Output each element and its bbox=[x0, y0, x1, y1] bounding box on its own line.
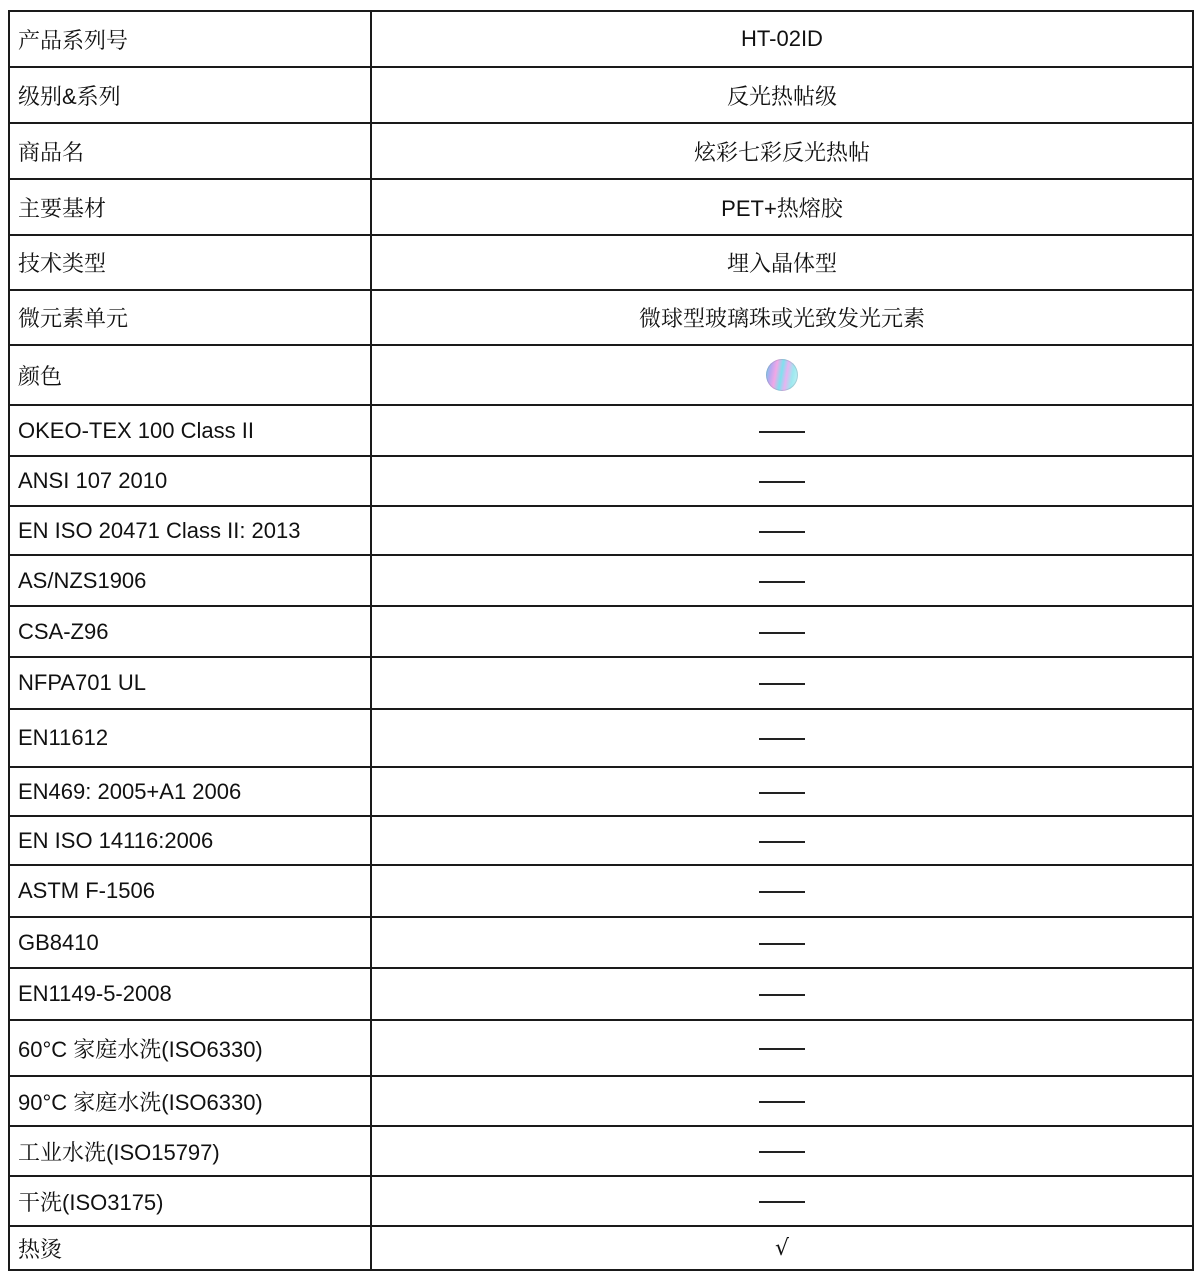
not-applicable-dash bbox=[759, 431, 805, 433]
not-applicable-dash bbox=[759, 632, 805, 634]
not-applicable-dash bbox=[759, 891, 805, 893]
row-value bbox=[371, 345, 1193, 405]
row-value bbox=[371, 606, 1193, 657]
table-row bbox=[9, 235, 1193, 290]
not-applicable-dash bbox=[759, 581, 805, 583]
row-label: EN469: 2005+A1 2006 bbox=[9, 767, 371, 816]
row-value: 炫彩七彩反光热帖 bbox=[371, 123, 1193, 179]
row-value bbox=[371, 657, 1193, 709]
not-applicable-dash bbox=[759, 1048, 805, 1050]
row-label: 90°C 家庭水洗(ISO6330) bbox=[9, 1076, 371, 1126]
row-label: EN1149-5-2008 bbox=[9, 968, 371, 1020]
row-label: 工业水洗(ISO15797) bbox=[9, 1126, 371, 1176]
row-value bbox=[371, 865, 1193, 917]
table-row bbox=[9, 345, 1193, 405]
row-label: ASTM F-1506 bbox=[9, 865, 371, 917]
spec-table bbox=[8, 10, 1194, 1271]
table-row bbox=[9, 917, 1193, 968]
row-label: EN ISO 14116:2006 bbox=[9, 816, 371, 865]
row-label: EN ISO 20471 Class II: 2013 bbox=[9, 506, 371, 555]
row-label: NFPA701 UL bbox=[9, 657, 371, 709]
not-applicable-dash bbox=[759, 1101, 805, 1103]
not-applicable-dash bbox=[759, 792, 805, 794]
row-label: 级别&系列 bbox=[9, 67, 371, 123]
not-applicable-dash bbox=[759, 943, 805, 945]
row-value bbox=[371, 1176, 1193, 1226]
not-applicable-dash bbox=[759, 1201, 805, 1203]
row-label: 技术类型 bbox=[9, 235, 371, 290]
row-value bbox=[371, 917, 1193, 968]
table-row bbox=[9, 767, 1193, 816]
table-row bbox=[9, 1226, 1193, 1270]
row-value bbox=[371, 1020, 1193, 1076]
table-row bbox=[9, 179, 1193, 235]
row-value bbox=[371, 555, 1193, 606]
row-value bbox=[371, 709, 1193, 767]
row-label: 商品名 bbox=[9, 123, 371, 179]
row-label: 60°C 家庭水洗(ISO6330) bbox=[9, 1020, 371, 1076]
table-row bbox=[9, 657, 1193, 709]
row-label: ANSI 107 2010 bbox=[9, 456, 371, 506]
row-label: 干洗(ISO3175) bbox=[9, 1176, 371, 1226]
table-row bbox=[9, 968, 1193, 1020]
not-applicable-dash bbox=[759, 841, 805, 843]
row-value: 微球型玻璃珠或光致发光元素 bbox=[371, 290, 1193, 345]
not-applicable-dash bbox=[759, 1151, 805, 1153]
row-value bbox=[371, 816, 1193, 865]
row-label: GB8410 bbox=[9, 917, 371, 968]
not-applicable-dash bbox=[759, 531, 805, 533]
row-label: 产品系列号 bbox=[9, 11, 371, 67]
row-label: 主要基材 bbox=[9, 179, 371, 235]
row-label: 热烫 bbox=[9, 1226, 371, 1270]
table-row bbox=[9, 865, 1193, 917]
table-row bbox=[9, 1176, 1193, 1226]
checkmark: √ bbox=[371, 1226, 1193, 1270]
not-applicable-dash bbox=[759, 683, 805, 685]
table-row bbox=[9, 709, 1193, 767]
row-label: CSA-Z96 bbox=[9, 606, 371, 657]
table-row bbox=[9, 290, 1193, 345]
table-row bbox=[9, 405, 1193, 456]
row-label: OKEO-TEX 100 Class II bbox=[9, 405, 371, 456]
table-row bbox=[9, 67, 1193, 123]
table-row bbox=[9, 1020, 1193, 1076]
iridescent-color-swatch-icon bbox=[766, 359, 798, 391]
not-applicable-dash bbox=[759, 738, 805, 740]
table-row bbox=[9, 456, 1193, 506]
row-value: PET+热熔胶 bbox=[371, 179, 1193, 235]
row-value: HT-02ID bbox=[371, 11, 1193, 67]
table-row bbox=[9, 1076, 1193, 1126]
row-value bbox=[371, 767, 1193, 816]
row-value bbox=[371, 968, 1193, 1020]
table-row bbox=[9, 506, 1193, 555]
row-label: 颜色 bbox=[9, 345, 371, 405]
row-value: 埋入晶体型 bbox=[371, 235, 1193, 290]
row-value: 反光热帖级 bbox=[371, 67, 1193, 123]
row-value bbox=[371, 1126, 1193, 1176]
row-label: 微元素单元 bbox=[9, 290, 371, 345]
row-value bbox=[371, 506, 1193, 555]
table-row bbox=[9, 11, 1193, 67]
not-applicable-dash bbox=[759, 994, 805, 996]
table-row bbox=[9, 606, 1193, 657]
spec-sheet bbox=[8, 10, 1194, 1271]
row-label: EN11612 bbox=[9, 709, 371, 767]
table-row bbox=[9, 555, 1193, 606]
row-value bbox=[371, 456, 1193, 506]
table-row bbox=[9, 123, 1193, 179]
table-row bbox=[9, 816, 1193, 865]
row-label: AS/NZS1906 bbox=[9, 555, 371, 606]
table-row bbox=[9, 1126, 1193, 1176]
row-value bbox=[371, 1076, 1193, 1126]
not-applicable-dash bbox=[759, 481, 805, 483]
row-value bbox=[371, 405, 1193, 456]
